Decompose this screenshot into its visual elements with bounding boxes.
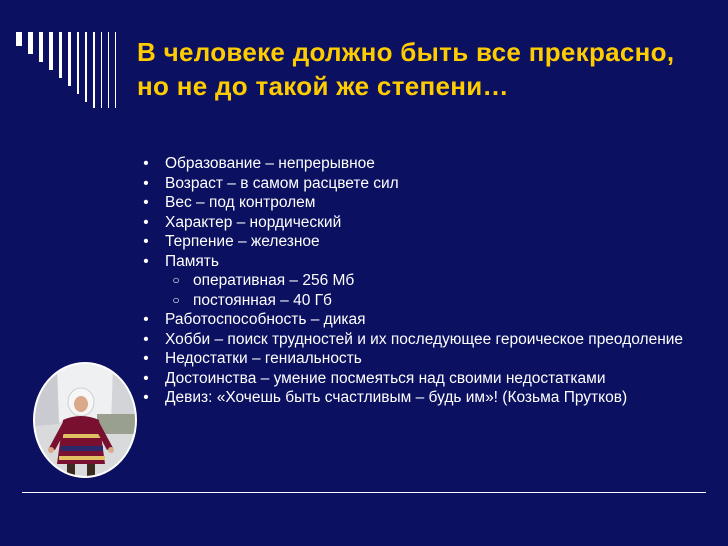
bullet-icon: •	[143, 369, 149, 387]
bullet-text: Девиз: «Хочешь быть счастливым – будь им»! (Козьма Прутков)	[165, 389, 628, 406]
bullet-icon: •	[143, 330, 149, 348]
bullet-text: Память	[165, 252, 219, 270]
sub-list-item	[139, 291, 709, 311]
sub-bullet-icon: ○	[172, 273, 180, 287]
bullet-text: постоянная – 40 Гб	[193, 291, 332, 309]
bullet-icon: •	[143, 213, 149, 231]
bullet-icon: •	[143, 252, 149, 270]
bullet-text: Работоспособность – дикая	[165, 311, 366, 328]
bullet-text: оперативная – 256 Мб	[193, 272, 355, 289]
bullet-text: Образование – непрерывное	[165, 155, 375, 172]
list-item	[139, 213, 709, 233]
bullet-icon: •	[143, 174, 149, 192]
footer-divider	[22, 492, 706, 493]
sub-list-item	[139, 271, 709, 291]
bullet-icon: •	[143, 389, 149, 406]
list-item	[139, 174, 709, 194]
list-item	[139, 369, 709, 389]
bullet-text: Достоинства – умение посмеяться над своими недостатками	[165, 369, 606, 387]
list-item	[139, 154, 709, 174]
bullet-text: Хобби – поиск трудностей и их последующее героическое преодоление	[165, 330, 684, 348]
bullet-text: Вес – под контролем	[165, 194, 316, 211]
portrait-photo	[33, 362, 137, 478]
list-item	[139, 232, 709, 252]
list-item	[139, 330, 709, 350]
bullet-text: Возраст – в самом расцвете сил	[165, 174, 399, 192]
list-item	[139, 349, 709, 369]
slide-title: В человеке должно быть все прекрасно, но не до такой же степени…	[137, 37, 675, 101]
list-item	[139, 310, 709, 330]
sub-bullet-icon: ○	[172, 292, 180, 307]
bullet-icon: •	[143, 155, 149, 172]
person-in-costume-illustration	[35, 364, 135, 476]
bullet-icon: •	[143, 194, 149, 211]
bullet-text: Недостатки – гениальность	[165, 350, 362, 367]
bullet-icon: •	[143, 350, 149, 367]
bullet-text: Характер – нордический	[165, 213, 342, 231]
bullet-list	[139, 154, 709, 408]
list-item	[139, 252, 709, 272]
decorative-stripes	[14, 30, 124, 110]
bullet-text: Терпение – железное	[165, 233, 320, 250]
list-item	[139, 193, 709, 213]
list-item	[139, 388, 709, 408]
bullet-icon: •	[143, 311, 149, 328]
bullet-icon: •	[143, 233, 149, 250]
